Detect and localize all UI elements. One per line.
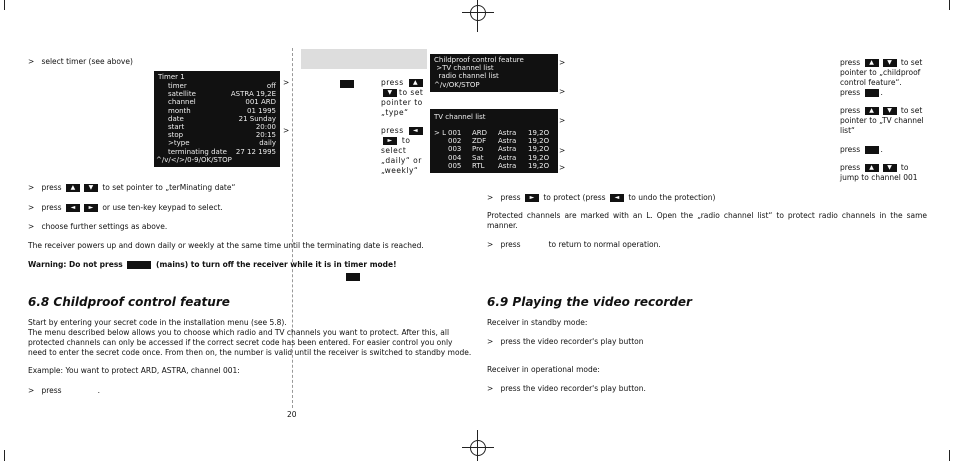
paragraph-line: Start by entering your secret code in the installation menu (see 5.8).: [28, 318, 287, 327]
tv-list-row: [434, 162, 556, 170]
timer-footer: ^/v/</>/0-9/OK/STOP: [156, 156, 232, 164]
right-button-icon: ►: [383, 137, 397, 145]
down-button-icon: ▼: [84, 184, 98, 192]
timer-row-value: 01 1995: [247, 106, 276, 115]
menu-line: >TV channel list: [434, 64, 494, 73]
timer-row-label: satellite: [168, 90, 196, 99]
tv-list-number: 005: [448, 161, 462, 170]
paragraph-6-8: [28, 318, 471, 358]
tv-list-title: TV channel list: [434, 113, 486, 121]
protected-text: Protected channels are marked with an L. Open the „radio channel list“ to protect radio channels in the same manner.: [487, 211, 927, 230]
up-button-icon: ▲: [409, 79, 423, 87]
step-press-final: > press .: [28, 386, 100, 395]
timer-row-label: timer: [168, 82, 187, 90]
bullet: >: [559, 146, 566, 155]
crop-mark: [949, 0, 950, 10]
timer-row: [168, 115, 276, 123]
menu-line: Childproof control feature: [434, 56, 524, 64]
crop-mark: [4, 450, 5, 461]
tv-list-pos: 19,2O: [528, 129, 550, 137]
warning: Warning: Do not press (mains) to turn off the receiver while it is in timer mode!: [28, 260, 397, 269]
instr-childproof: press ▲ ▼ to set pointer to „childproof control feature“.: [840, 58, 923, 87]
timer-row-label: start: [168, 123, 185, 132]
up-button-icon: ▲: [66, 184, 80, 192]
tv-list-name: Pro: [472, 145, 484, 154]
tv-list-row: [434, 154, 556, 162]
tv-list-name: RTL: [472, 161, 485, 170]
right-button-icon: ►: [525, 194, 539, 202]
tv-list-number: 004: [448, 153, 462, 162]
timer-row: [168, 123, 276, 131]
tv-list-sat: Astra: [498, 153, 517, 162]
timer-row-value: 20:15: [255, 131, 276, 140]
timer-row-label: date: [168, 114, 184, 123]
timer-row-label: channel: [168, 98, 196, 107]
ok-button-icon: [865, 146, 879, 154]
mains-button-icon: [127, 261, 151, 269]
bullet: >: [559, 116, 566, 125]
timer-row-value: ASTRA 19,2E: [230, 90, 276, 99]
timer-row-label: month: [168, 106, 191, 115]
timer-row-value: off: [266, 82, 276, 90]
tv-list-number: 003: [448, 145, 462, 154]
tv-list-rows: [434, 129, 556, 170]
page-number: 20: [287, 410, 297, 419]
tv-list-name: ARD: [472, 129, 488, 137]
timer-screen: [154, 71, 280, 167]
step-return: > press to return to normal operation.: [487, 240, 661, 249]
instr-press-ok: press .: [840, 88, 883, 97]
down-button-icon: ▼: [883, 107, 897, 115]
left-button-icon: ◄: [409, 127, 423, 135]
timer-title: Timer 1: [158, 73, 185, 81]
menu-lines: [434, 56, 524, 89]
timer-row: [168, 148, 276, 156]
bullet: >: [559, 163, 566, 172]
up-button-icon: ▲: [865, 59, 879, 67]
ok-button-icon: [865, 89, 879, 97]
timer-row: [168, 131, 276, 139]
tv-list-mark: [434, 154, 448, 162]
down-button-icon: ▼: [383, 89, 397, 97]
tv-list-screen: [430, 109, 558, 173]
grey-box: [301, 49, 427, 69]
receiver-powers: The receiver powers up and down daily or weekly at the same time until the terminating date is reached.: [28, 241, 424, 250]
timer-row: [168, 82, 276, 90]
instr-set-type: press ▲ ▼ to set pointer to „type“: [381, 78, 424, 117]
tv-list-number: 001: [448, 129, 462, 137]
paragraph-line: The menu described below allows you to choose which radio and TV channels you want to protect. After this, all: [28, 328, 450, 337]
tv-list-sat: Astra: [498, 161, 517, 170]
right-button-icon: ►: [84, 204, 98, 212]
tv-list-mark: [434, 137, 448, 145]
tv-list-pos: 19,2O: [528, 137, 550, 146]
step-select-timer: > select timer (see above): [28, 57, 133, 66]
timer-row: [168, 107, 276, 115]
up-button-icon: ▲: [865, 164, 879, 172]
timer-row: [168, 98, 276, 106]
tv-list-sat: Astra: [498, 137, 517, 146]
paragraph-line: protected channels can only be accessed if the correct secret code has been entered. For easier control you only: [28, 338, 453, 347]
timer-row-value: 20:00: [255, 123, 276, 132]
instr-select-type: press ◄ ► to select „daily“ or „weekly“: [381, 126, 422, 175]
timer-row-label: terminating date: [168, 147, 227, 156]
tv-list-pos: 19,2O: [528, 161, 550, 170]
button-icon: [340, 80, 354, 88]
left-button-icon: ◄: [66, 204, 80, 212]
step-protect: > press ► to protect (press ◄ to undo the protection): [487, 193, 716, 202]
heading-6-8: 6.8 Childproof control feature: [28, 295, 230, 309]
crop-mark: [949, 450, 950, 461]
tv-list-name: Sat: [472, 153, 484, 162]
menu-line: ^/v/OK/STOP: [434, 80, 480, 89]
registration-circle: [470, 5, 486, 21]
tv-list-name: ZDF: [472, 137, 487, 146]
crop-mark: [4, 0, 5, 10]
tv-list-mark: > L: [434, 129, 446, 137]
tv-list-row: [434, 145, 556, 153]
down-button-icon: ▼: [883, 164, 897, 172]
registration-circle: [470, 440, 486, 456]
timer-row: [168, 139, 276, 147]
timer-row: [168, 90, 276, 98]
tv-list-row: [434, 137, 556, 145]
timer-row-value: 27 12 1995: [235, 147, 276, 156]
button-icon: [346, 273, 360, 281]
tv-list-sat: Astra: [498, 129, 517, 137]
instr-jump: press ▲ ▼ to jump to channel 001: [840, 163, 918, 182]
tv-list-mark: [434, 145, 448, 153]
instr-press-ok-2: press .: [840, 145, 883, 154]
bullet: >: [559, 58, 566, 67]
tv-list-number: 002: [448, 137, 462, 146]
bullet: >: [559, 87, 566, 96]
timer-row-label: stop: [168, 131, 184, 140]
heading-6-9: 6.9 Playing the video recorder: [487, 295, 692, 309]
tv-list-mark: [434, 162, 448, 170]
operational-text: Receiver in operational mode:: [487, 365, 600, 374]
menu-line: radio channel list: [434, 72, 499, 81]
instr-tv-list: press ▲ ▼ to set pointer to „TV channel list“: [840, 106, 924, 135]
example-text: Example: You want to protect ARD, ASTRA, channel 001:: [28, 366, 240, 375]
step-terminating: > press ▲ ▼ to set pointer to „terMinating date“: [28, 183, 236, 192]
tv-list-pos: 19,2O: [528, 153, 550, 162]
paragraph-line: need to enter the secret code once. From then on, the number is valid until the receiver is switched to standby mode.: [28, 348, 472, 357]
up-button-icon: ▲: [865, 107, 879, 115]
bullet: >: [283, 78, 290, 87]
timer-rows: [168, 82, 276, 156]
tv-list-row: [434, 129, 556, 137]
step-choose: > choose further settings as above.: [28, 222, 168, 231]
step-play-2: > press the video recorder's play button.: [487, 384, 646, 393]
step-play-1: > press the video recorder's play button: [487, 337, 644, 346]
down-button-icon: ▼: [883, 59, 897, 67]
bullet: >: [283, 126, 290, 135]
left-button-icon: ◄: [610, 194, 624, 202]
timer-row-label: >type: [168, 139, 190, 148]
childproof-menu-screen: [430, 54, 558, 92]
timer-row-value: daily: [259, 139, 276, 148]
tv-list-pos: 19,2O: [528, 145, 550, 154]
timer-row-value: 001 ARD: [245, 98, 276, 107]
standby-text: Receiver in standby mode:: [487, 318, 588, 327]
timer-row-value: 21 Sunday: [238, 114, 276, 123]
step-keypad: > press ◄ ► or use ten-key keypad to select.: [28, 203, 223, 212]
tv-list-sat: Astra: [498, 145, 517, 154]
